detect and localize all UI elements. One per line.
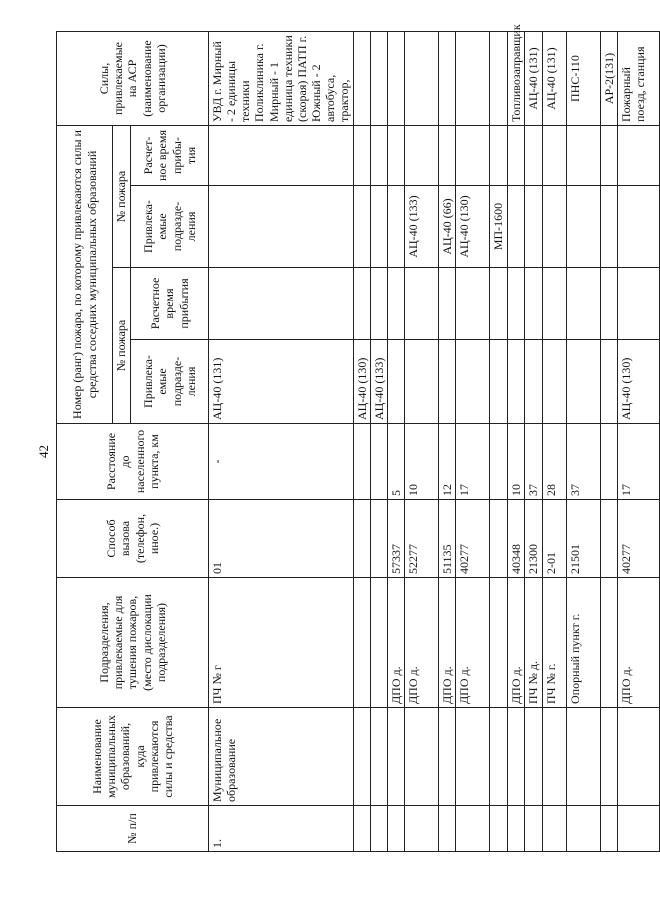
cell-mo [490,708,508,806]
table-row [353,32,370,852]
cell-forces [370,32,387,126]
cell-num [490,806,508,852]
cell-mo [508,708,525,806]
cell-mo [617,708,659,806]
header-units-1: Привлека-емые подразде-ления [131,340,209,424]
cell-distance [370,424,387,500]
cell-arrival-1 [353,268,370,340]
cell-phone: 40277 [617,500,659,578]
cell-unit: ДПО д. [439,578,456,708]
cell-arrival-2 [370,126,387,186]
cell-units-1: АЦ-40 (133) [370,340,387,424]
cell-forces: АР-2(131) [600,32,617,126]
cell-mo [387,708,404,806]
cell-phone: 40277 [456,500,490,578]
cell-distance [353,424,370,500]
cell-forces: ПНС-110 [566,32,600,126]
cell-phone [370,500,387,578]
cell-mo [542,708,566,806]
cell-units-1 [600,340,617,424]
table-row [439,32,456,852]
cell-phone: 21501 [566,500,600,578]
cell-units-1 [439,340,456,424]
cell-distance [600,424,617,500]
cell-mo [456,708,490,806]
cell-distance: 12 [439,424,456,500]
cell-num [439,806,456,852]
cell-unit: ДПО д. [617,578,659,708]
cell-forces: АЦ-40 (131) [542,32,566,126]
cell-units-1 [405,340,439,424]
cell-distance: 10 [405,424,439,500]
table-body [209,24,660,852]
cell-phone: 40348 [508,500,525,578]
cell-arrival-2 [353,126,370,186]
table-row [566,32,600,852]
cell-unit [353,578,370,708]
cell-forces: УВД г. Мирный - 2 единицы техники Поликлиника г. Мирный - 1 единица техники (скорая) ПАТП г. Южный - 2 автобуса, трактор, [209,32,354,126]
cell-unit: Опорный пункт г. [566,578,600,708]
cell-mo [525,708,542,806]
cell-units-2 [566,186,600,268]
cell-units-2: АЦ-40 (133) [405,186,439,268]
cell-phone [600,500,617,578]
cell-num [387,806,404,852]
cell-arrival-2 [542,126,566,186]
cell-phone: 21300 [525,500,542,578]
cell-forces [456,32,490,126]
cell-units-2 [508,186,525,268]
cell-forces [387,32,404,126]
page-number: 42 [36,445,51,458]
cell-distance: 5 [387,424,404,500]
cell-units-1 [542,340,566,424]
cell-units-2 [600,186,617,268]
cell-mo: Муниципальное образование [209,708,354,806]
table-row [456,32,490,852]
cell-arrival-1 [542,268,566,340]
table-row [525,32,542,852]
cell-arrival-2 [387,126,404,186]
table-row [508,32,525,852]
cell-unit: ДПО д. [456,578,490,708]
cell-arrival-1 [439,268,456,340]
cell-mo [439,708,456,806]
cell-units-1: АЦ-40 (130) [353,340,370,424]
cell-num [542,806,566,852]
cell-num [405,806,439,852]
cell-arrival-1 [405,268,439,340]
cell-forces: АЦ-40 (131) [525,32,542,126]
cell-arrival-1 [490,268,508,340]
cell-units-1 [456,340,490,424]
header-forces: Силы, привлекаемые на АСР (наименование организации) [57,32,209,126]
table-header [57,32,209,852]
table-row [405,32,439,852]
table-row [542,32,566,852]
cell-arrival-1 [617,268,659,340]
cell-mo [353,708,370,806]
cell-arrival-2 [490,126,508,186]
cell-mo [370,708,387,806]
cell-phone [353,500,370,578]
cell-distance: 28 [542,424,566,500]
cell-units-2: АЦ-40 (66) [439,186,456,268]
cell-arrival-2 [439,126,456,186]
cell-unit: ДПО д. [387,578,404,708]
cell-units-2 [542,186,566,268]
cell-num [525,806,542,852]
cell-arrival-1 [525,268,542,340]
cell-phone: 51135 [439,500,456,578]
cell-mo [405,708,439,806]
cell-num: 1. [209,806,354,852]
cell-num [617,806,659,852]
cell-unit: ПЧ № г. [542,578,566,708]
cell-distance: 37 [566,424,600,500]
cell-unit [600,578,617,708]
cell-distance: 17 [456,424,490,500]
cell-forces [353,32,370,126]
header-units: Подразделения, привлекаемые для тушения пожаров, (место дислокации подразделения) [57,578,209,708]
cell-phone: 52277 [405,500,439,578]
cell-num [353,806,370,852]
cell-unit [370,578,387,708]
cell-arrival-2 [566,126,600,186]
cell-phone [490,500,508,578]
cell-arrival-2 [600,126,617,186]
cell-arrival-2 [508,126,525,186]
cell-units-1 [525,340,542,424]
cell-arrival-1 [209,268,354,340]
cell-unit [490,578,508,708]
cell-distance: 37 [525,424,542,500]
cell-num [370,806,387,852]
table-row [209,32,354,852]
cell-phone: 01 [209,500,354,578]
table-row [370,32,387,852]
cell-unit: ДПО д. [405,578,439,708]
cell-forces: Пожарный поезд, станция [617,32,659,126]
cell-units-1: АЦ-40 (130) [617,340,659,424]
cell-units-2: АЦ-40 (130) [456,186,490,268]
cell-num [508,806,525,852]
cell-mo [566,708,600,806]
table-row [617,32,659,852]
cell-units-1 [566,340,600,424]
table-row [600,32,617,852]
cell-units-2 [209,186,354,268]
cell-units-2 [387,186,404,268]
header-distance: Расстояние до населенного пункта, км [57,424,209,500]
cell-phone: 57337 [387,500,404,578]
cell-units-1 [490,340,508,424]
cell-arrival-2 [405,126,439,186]
header-fire-no-1: № пожара [113,268,131,424]
cell-units-1 [387,340,404,424]
cell-arrival-1 [566,268,600,340]
cell-unit: ПЧ № г [209,578,354,708]
cell-distance: 17 [617,424,659,500]
cell-forces: Топливозаправщик [508,32,525,126]
cell-unit: ПЧ № д. [525,578,542,708]
cell-num [456,806,490,852]
cell-units-2 [353,186,370,268]
cell-arrival-1 [456,268,490,340]
header-arrival-2: Расчет-ное время прибы-тия [131,126,209,186]
cell-forces [405,32,439,126]
cell-units-2 [617,186,659,268]
cell-units-2: МП-1600 [490,186,508,268]
cell-arrival-1 [387,268,404,340]
cell-units-2 [525,186,542,268]
cell-units-2 [370,186,387,268]
cell-arrival-1 [370,268,387,340]
cell-units-1: АЦ-40 (131) [209,340,354,424]
header-fire-no-2: № пожара [113,126,131,268]
table-row [490,32,508,852]
fire-forces-table [56,24,660,852]
table-row [387,32,404,852]
cell-unit: ДПО д. [508,578,525,708]
cell-arrival-2 [525,126,542,186]
cell-num [566,806,600,852]
cell-arrival-1 [600,268,617,340]
cell-units-1 [508,340,525,424]
header-mo: Наименование муниципальных образований, куда привлекаются силы и средства [57,708,209,806]
cell-mo [600,708,617,806]
cell-arrival-1 [508,268,525,340]
rotated-table-container [56,24,647,852]
header-num: № п/п [57,806,209,852]
cell-distance: - [209,424,354,500]
header-arrival-1: Расчетное время прибытия [131,268,209,340]
cell-phone: 2-01 [542,500,566,578]
cell-distance: 10 [508,424,525,500]
cell-arrival-2 [617,126,659,186]
cell-arrival-2 [456,126,490,186]
cell-forces [439,32,456,126]
header-units-2: Привлека-емые подразде-ления [131,186,209,268]
cell-num [600,806,617,852]
header-fire-rank-group: Номер (ранг) пожара, по которому привлекаются силы и средства соседних муниципальных образований [57,126,113,424]
cell-distance [490,424,508,500]
cell-arrival-2 [209,126,354,186]
header-call-method: Способ вызова (телефон, иное.) [57,500,209,578]
cell-forces [490,32,508,126]
